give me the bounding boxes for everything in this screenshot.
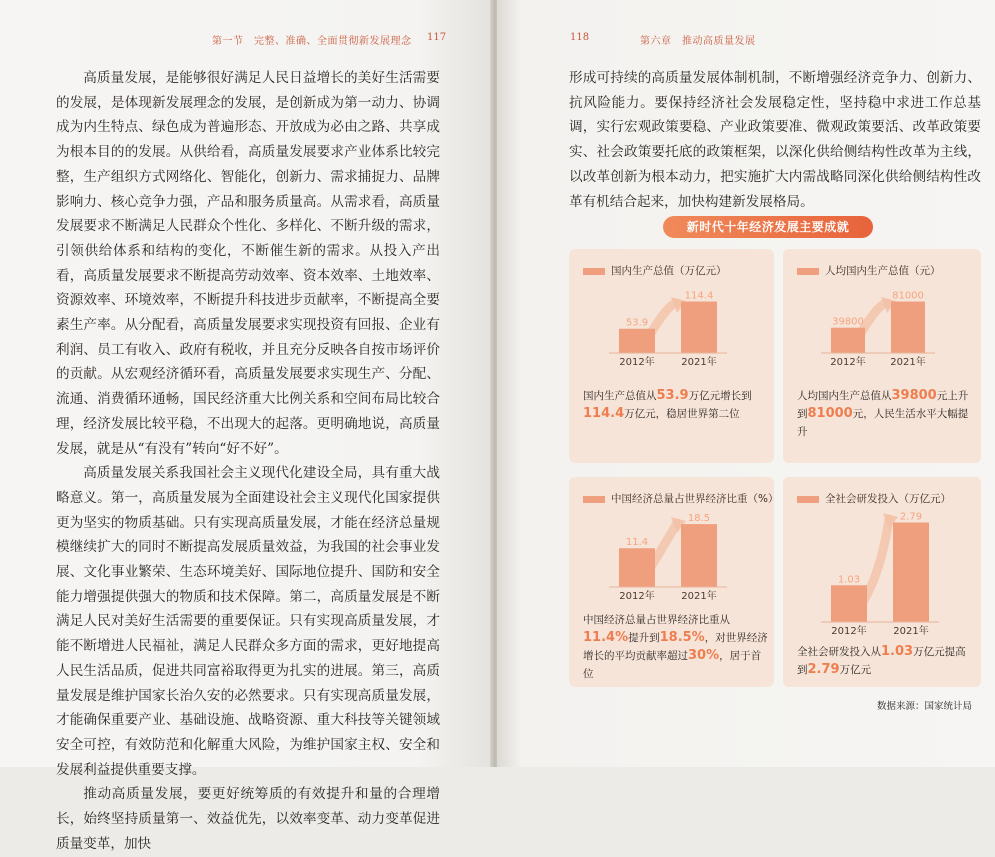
bar-value-label: 2.79	[899, 511, 923, 523]
page-number: 118	[570, 32, 590, 43]
chart-bar	[831, 328, 865, 353]
right-page	[497, 0, 995, 767]
chart-bar	[681, 302, 717, 353]
chart-title: 人均国内生产总值（元）	[797, 263, 941, 278]
chart-title: 国内生产总值（万亿元）	[583, 263, 727, 278]
chart-bar	[893, 522, 929, 622]
chart-bar	[831, 585, 867, 622]
category-label: 2021年	[681, 591, 717, 602]
category-label: 2021年	[890, 357, 926, 368]
data-source: 数据来源：国家统计局	[877, 701, 973, 712]
chart-rd	[783, 477, 981, 637]
bar-value-label: 39800	[832, 316, 864, 328]
paragraph: 推动高质量发展，要更好统筹质的有效提升和量的合理增长，始终坚持质量第一、效益优先，以效率变革、动力变革促进质量变革，加快	[56, 786, 440, 852]
chart-bar	[619, 548, 655, 587]
category-label: 2012年	[619, 591, 655, 602]
bar-value-label: 53.9	[625, 317, 649, 329]
chart-gdp	[569, 249, 774, 379]
page-number: 117	[427, 32, 447, 43]
paragraph: 高质量发展关系我国社会主义现代化建设全局，具有重大战略意义。第一，高质量发展为全面建设社会主义现代化国家提供更为坚实的物质基础。只有实现高质量发展，才能在经济总量规模继续扩大的同时不断提高发展质量效益，为我国的社会事业发展、文化事业繁荣、生态环境美好、国际地位提升、国防和安全能力增强提供强大的物质和技术保障。第二，高质量发展是不断满足人民对美好生活需要的重要保证。只有实现高质量发展，才能不断增进人民福祉，满足人民群众多方面的需求，更好地提高人民生活品质，促进共同富裕取得更为扎实的进展。第三，高质量发展是维护国家长治久安的必然要求。只有实现高质量发展，才能确保重要产业、基础设施、战略资源、重大科技等关键领域安全可控，有效防范和化解重大风险，为维护国家主权、安全和发展利益提供重要支撑。	[56, 465, 440, 778]
left-page	[0, 0, 493, 852]
chart-description: 全社会研发投入从1.03万亿元提高到2.79万亿元	[797, 644, 966, 677]
bar-value-label: 11.4	[625, 537, 649, 549]
bar-value-label: 114.4	[684, 290, 714, 302]
chart-bar	[891, 302, 925, 353]
running-head-title: 第六章 推动高质量发展	[640, 36, 756, 47]
chart-bar	[681, 524, 717, 587]
chart-world-share	[569, 477, 774, 607]
bar-value-label: 81000	[892, 290, 924, 302]
category-label: 2012年	[830, 357, 866, 368]
running-head-title: 第一节 完整、准确、全面贯彻新发展理念	[212, 36, 412, 47]
bar-value-label: 1.03	[837, 574, 861, 586]
category-label: 2021年	[681, 357, 717, 368]
chart-panel-per-capita-gdp	[783, 249, 981, 463]
left-body-text	[56, 66, 440, 857]
chart-bar	[619, 329, 655, 353]
category-label: 2021年	[893, 626, 929, 637]
chart-title: 中国经济总量占世界经济比重（%）	[583, 491, 778, 506]
chart-description: 人均国内生产总值从39800元上升到81000元，人民生活水平大幅提升	[797, 388, 969, 438]
growth-arrow	[651, 303, 677, 333]
chart-panel-world-share	[569, 477, 779, 687]
infographic-title: 新时代十年经济发展主要成就	[663, 216, 873, 238]
chart-title: 全社会研发投入（万亿元）	[797, 491, 951, 506]
chart-panel-rd	[783, 477, 981, 687]
paragraph: 高质量发展，是能够很好满足人民日益增长的美好生活需要的发展，是体现新发展理念的发展，是创新成为第一动力、协调成为内生特点、绿色成为普遍形态、开放成为必由之路、共享成为根本目的的发展。从供给看，高质量发展要求产业体系比较完整，生产组织方式网络化、智能化，创新力、需求捕捉力、品牌影响力、核心竞争力强，产品和服务质量高。从需求看，高质量发展要求不断满足人民群众个性化、多样化、不断升级的需求，引领供给体系和结构的变化，不断催生新的需求。从投入产出看，高质量发展要求不断提高劳动效率、资本效率、土地效率、资源效率、环境效率，不断提升科技进步贡献率，不断提高全要素生产率。从分配看，高质量发展要求实现投资有回报、企业有利润、员工有收入、政府有税收，并且充分反映各自按市场评价的贡献。从宏观经济循环看，高质量发展要求实现生产、分配、流通、消费循环通畅，国民经济重大比例关系和空间布局比较合理，经济发展比较平稳，不出现大的起落。更明确地说，高质量发展，就是从“有没有”转向“好不好”。	[56, 70, 440, 457]
chart-description: 中国经济总量占世界经济比重从11.4%提升到18.5%，对世界经济增长的平均贡献率超过30%，居于首位	[583, 614, 768, 680]
category-label: 2012年	[831, 626, 867, 637]
chart-panel-gdp	[569, 249, 774, 463]
bar-value-label: 18.5	[687, 513, 711, 525]
category-label: 2012年	[619, 357, 655, 368]
chart-description: 国内生产总值从53.9万亿元增长到114.4万亿元，稳居世界第二位	[583, 388, 752, 421]
right-body-text: 形成可持续的高质量发展体制机制，不断增强经济竞争力、创新力、抗风险能力。要保持经济社会发展稳定性，坚持稳中求进工作总基调，实行宏观政策要稳、产业政策要准、微观政策要活、改革政策要实、社会政策要托底的政策框架，以深化供给侧结构性改革为主线，以改革创新为根本动力，把实施扩大内需战略同深化供给侧结构性改革有机结合起来，加快构建新发展格局。	[569, 70, 981, 210]
chart-per-capita-gdp	[783, 249, 981, 379]
